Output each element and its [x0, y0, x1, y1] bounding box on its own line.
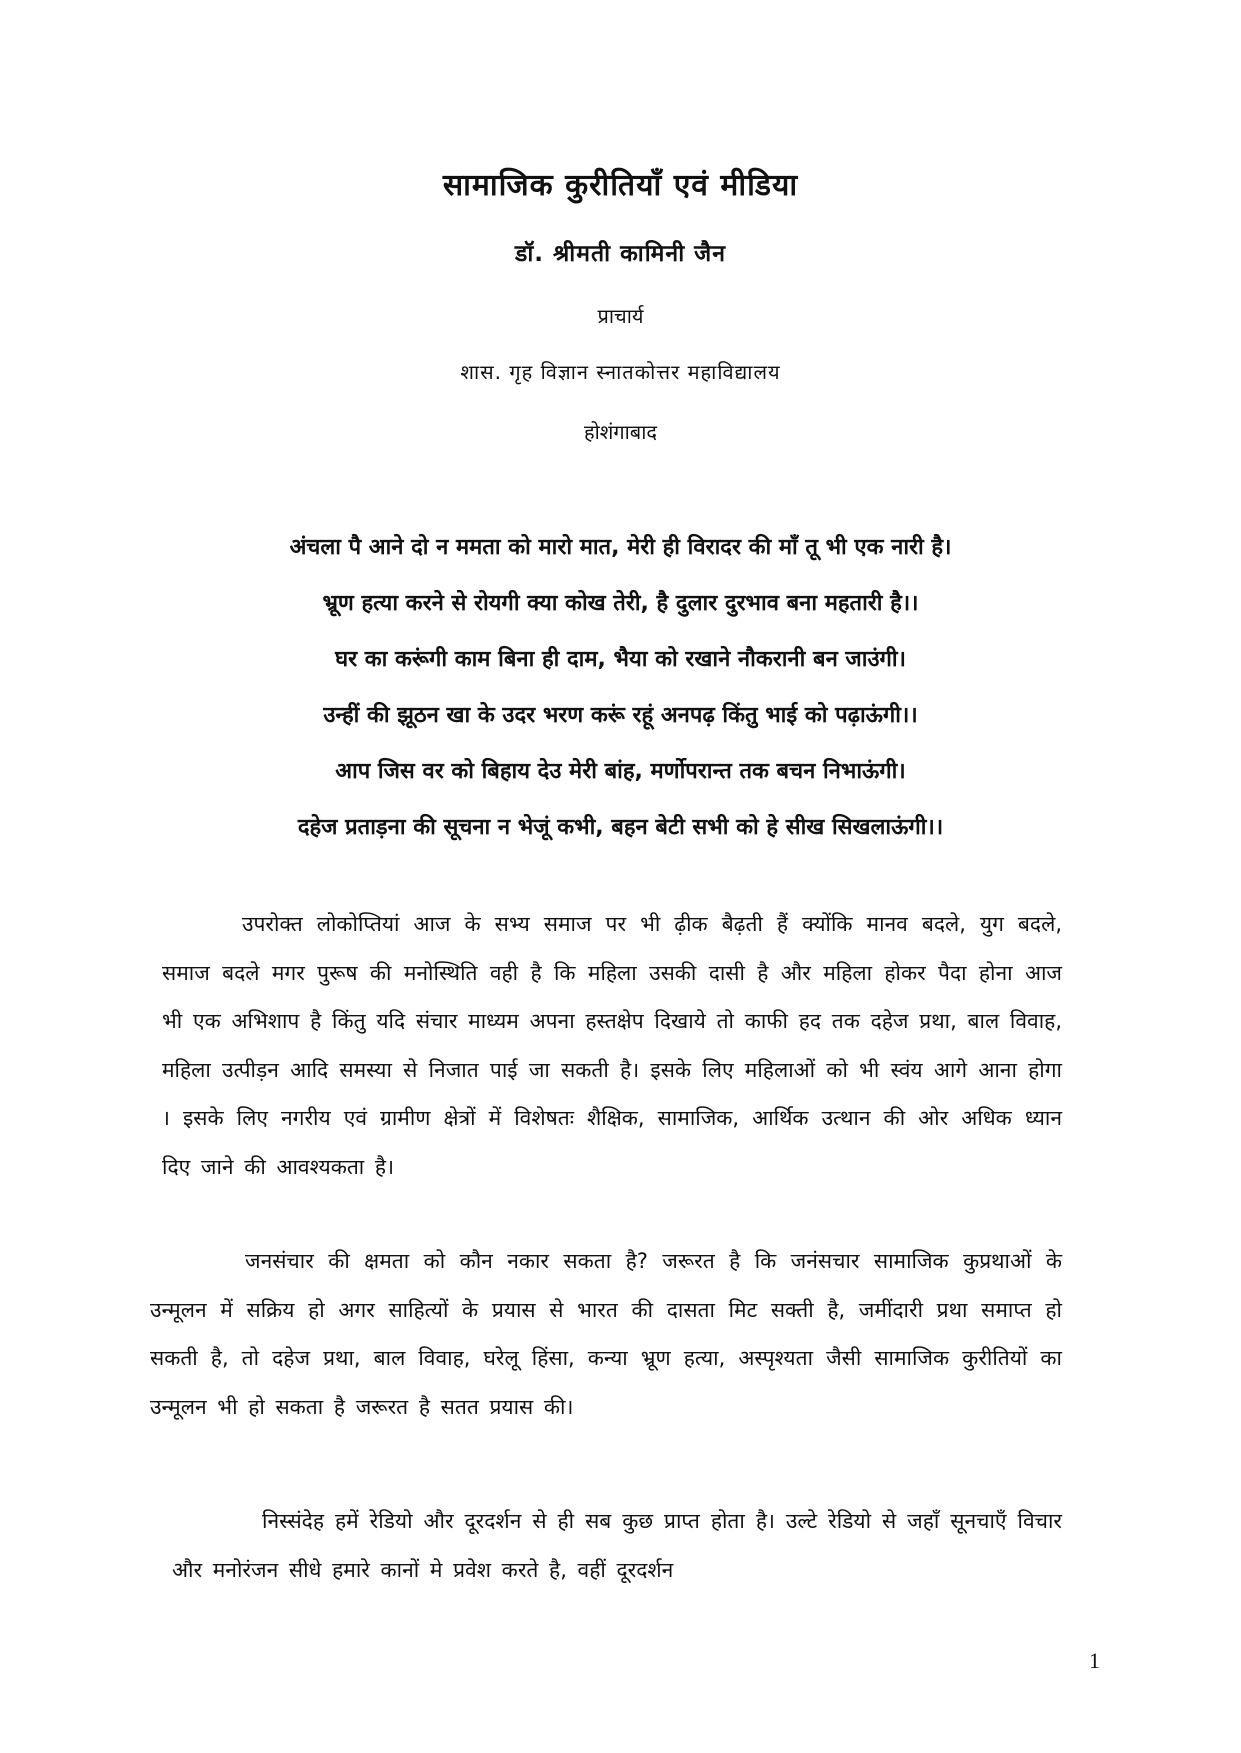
poem-line: दहेज प्रताड़ना की सूचना न भेजूं कभी, बहन बेटी सभी को हे सीख सिखलाऊंगी।। — [297, 815, 944, 840]
poem-line: घर का करूंगी काम बिना ही दाम, भैया को रखाने नौकरानी बन जाउंगी। — [335, 647, 906, 672]
poem-line: आप जिस वर को बिहाय देउ मेरी बांह, मर्णोपरान्त तक बचन निभाऊंगी। — [335, 759, 906, 784]
poem-stanza — [0, 520, 1241, 856]
author-place: होशंगाबाद — [583, 420, 658, 444]
body-paragraph: निस्संदेह हमें रेडियो और दूरदर्शन से ही सब कुछ प्राप्त होता है। उल्टे रेडियो से जहाँ सूनचाएँ विचार और मनोरंजन सीधे हमारे कानों मे प्रवेश करते है, वहीं दूरदर्शन — [172, 1509, 1062, 1582]
poem-line: भ्रूण हत्या करने से रोयगी क्या कोख तेरी, है दुलार दुरभाव बना महतारी है।। — [322, 591, 919, 616]
page-number: 1 — [1089, 1648, 1100, 1673]
body-paragraph: जनसंचार की क्षमता को कौन नकार सकता है? जरूरत है कि जनंसचार सामाजिक कुप्रथाओं के उन्मूलन में सक्रिय हो अगर साहित्यों के प्रयास से भारत की दासता मिट सक्ती है, जमींदारी प्रथा समाप्त हो सकती है, तो दहेज प्रथा, बाल विवाह, घरेलू हिंसा, कन्या भ्रूण हत्या, अस्पृश्यता जैसी सामाजिक कुरीतियों का उन्मूलन भी हो सकता है जरूरत है सतत प्रयास की। — [150, 1249, 1062, 1419]
page-title: सामाजिक कुरीतियाँ एवं मीडिया — [442, 168, 799, 203]
author-designation: प्राचार्य — [597, 304, 644, 328]
body-paragraph: उपरोक्त लोकोप्तियां आज के सभ्य समाज पर भी ढ़ीक बैढ़ती हैं क्योंकि मानव बदले, युग बदले, समाज बदले मगर पुरूष की मनोस्थिति वही है कि महिला उसकी दासी है और महिला होकर पैदा होना आज भी एक अभिशाप है किंतु यदि संचार माध्यम अपना हस्तक्षेप दिखाये तो काफी हद तक दहेज प्रथा, बाल विवाह, महिला उत्पीड़न आदि समस्या से निजात पाई जा सकती है। इसके लिए महिलाओं को भी स्वंय आगे आना होगा । इसके लिए नगरीय एवं ग्रामीण क्षेत्रों में विशेषतः शैक्षिक, सामाजिक, आर्थिक उत्थान की ओर अधिक ध्यान दिए जाने की आवश्यकता है। — [162, 912, 1062, 1179]
author-institution: शास. गृह विज्ञान स्नातकोत्तर महाविद्यालय — [460, 360, 781, 384]
author-name: डॉ. श्रीमती कामिनी जैन — [515, 241, 726, 267]
poem-line: उन्हीं की झूठन खा के उदर भरण करूं रहूं अनपढ़ किंतु भाई को पढ़ाऊंगी।। — [323, 703, 918, 728]
poem-line: अंचला पै आने दो न ममता को मारो मात, मेरी ही विरादर की माँ तू भी एक नारी है। — [289, 535, 952, 560]
